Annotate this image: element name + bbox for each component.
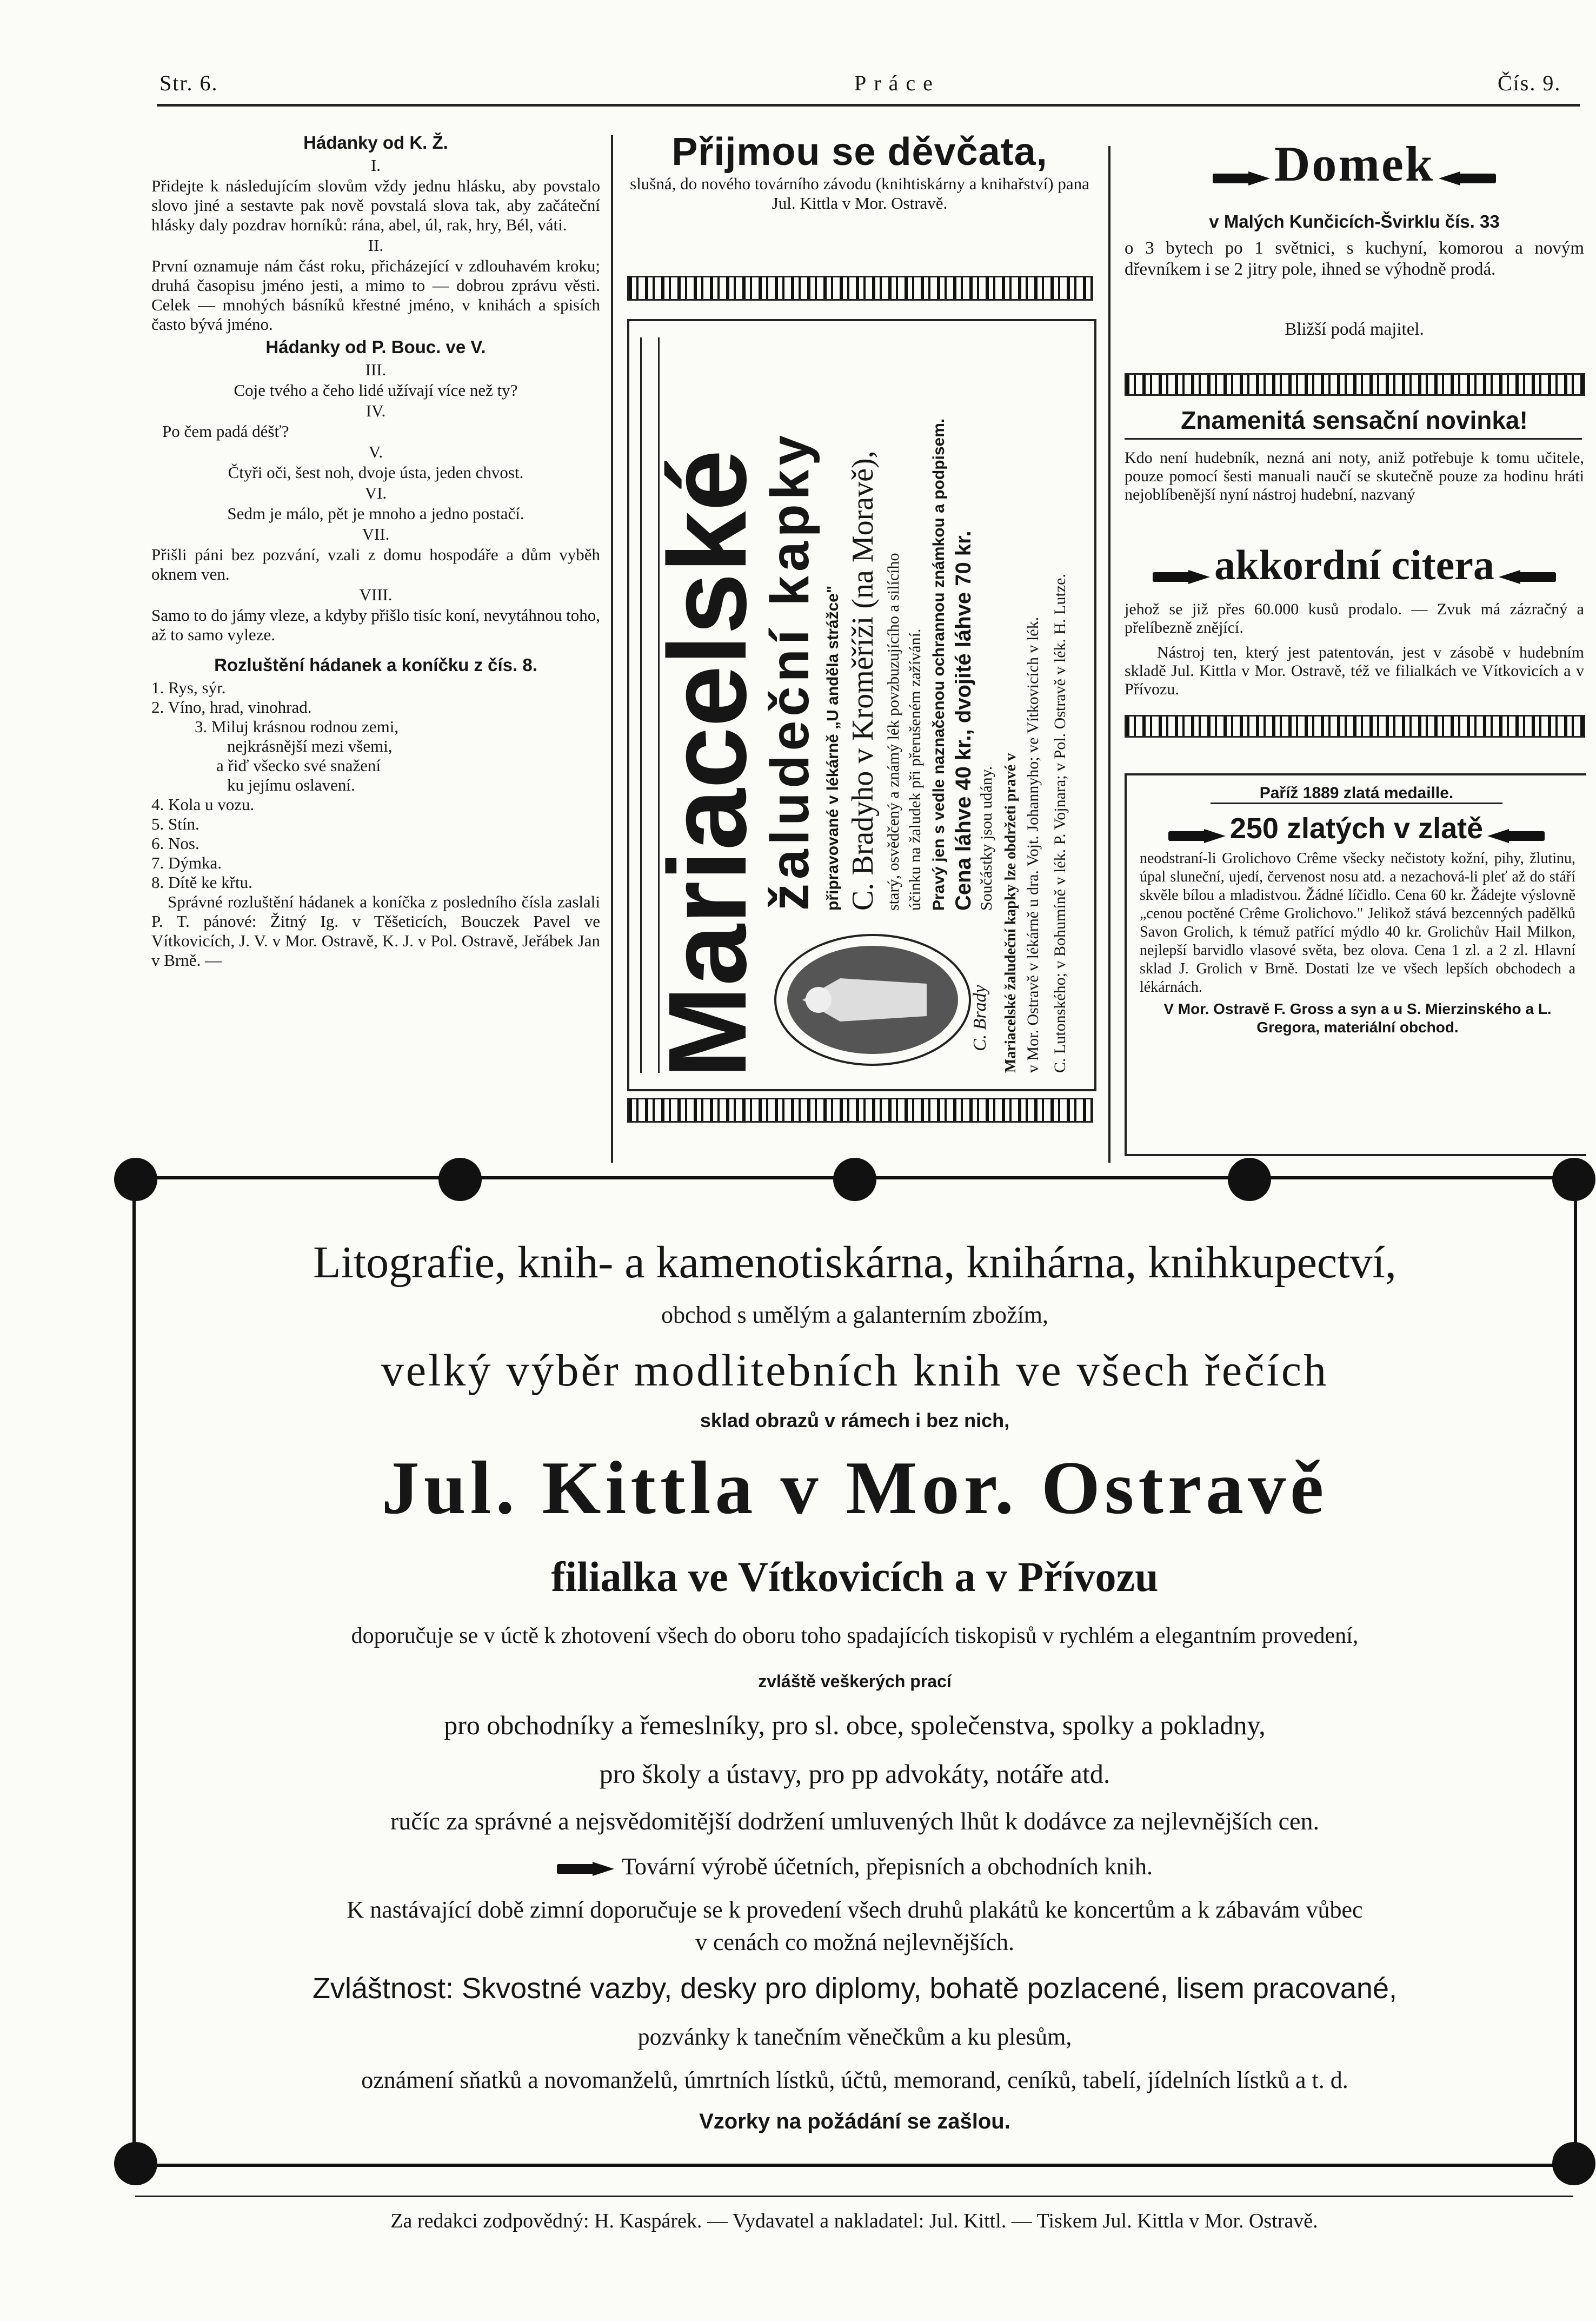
grolich-gold: 250 zlatých v zlatě bbox=[1229, 812, 1484, 845]
kittl-especially: zvláště veškerých prací bbox=[758, 1672, 952, 1691]
ad-price: Cena láhve 40 kr., dvojité láhve 70 kr. bbox=[952, 530, 975, 911]
girls-wanted-text: slušná, do nového továrního závodu (knihtiskárny a knihařství) pana Jul. Kittla v Mor. Ostravě. bbox=[630, 174, 1089, 213]
kittl-announcements: oznámení sňatků a novomanželů, úmrtních lístků, účtů, memorand, ceníků, tabelí, jídelních lístků a t. d. bbox=[361, 2067, 1348, 2093]
roman-6: VI. bbox=[364, 483, 387, 502]
grolich-medal: Paříž 1889 zlatá medaille. bbox=[1211, 784, 1502, 804]
domek-title: Domek bbox=[1274, 136, 1435, 191]
ornament-border-right-2 bbox=[1125, 715, 1585, 738]
domek-address: v Malých Kunčicích-Švirklu čís. 33 bbox=[1209, 211, 1500, 231]
roman-7: VII. bbox=[362, 525, 390, 543]
grolich-text: neodstraní-li Grolichovo Crême všecky nečistoty kožní, pihy, žlutinu, úpal sluneční, ujedí, červenost nosu atd. a nezachová-li pleť až do stáří skvěle bílou a mladistvou. Žádné líčidlo. Cena 60 kr. Žádejte výslovně „cenou poctěné Crême Grolichovo." Jelikož stává bezcenných padělků Savon Grolich, k témuž patřící mýdlo 40 kr. Grolichův Hail Milkon, nejlepší barvidlo vlasové světa, bez olova. Cena 1 zl. a 2 zl. Hlavní sklad J. Grolich v Brně. Dostati lze ve všech lepších obchodech a lékárnách. bbox=[1140, 850, 1575, 996]
mariacelske-ad bbox=[627, 319, 1096, 1091]
kittl-offer: doporučuje se v úctě k zhotovení všech do oboru toho spadajících tiskopisů v rychlém a elegantním provedení, bbox=[351, 1623, 1359, 1648]
kittl-clients-2: pro školy a ústavy, pro pp advokáty, notáře atd. bbox=[599, 1759, 1110, 1789]
pointing-hand-icon bbox=[1213, 169, 1272, 188]
solution-1: 1. Rys, sýr. bbox=[151, 678, 226, 697]
solution-5: 5. Stín. bbox=[151, 814, 200, 833]
riddle-5: Čtyři oči, šest noh, dvoje ústa, jeden chvost. bbox=[228, 463, 524, 482]
rotated-ad-content bbox=[629, 321, 1094, 1089]
page-number: Str. 6. bbox=[159, 71, 218, 95]
riddles-title-1: Hádanky od K. Ž. bbox=[303, 132, 448, 152]
roman-4: IV. bbox=[365, 401, 386, 420]
kittl-prayerbooks: velký výběr modlitebních knih ve všech řečích bbox=[381, 1345, 1329, 1396]
riddle-2: První oznamuje nám část roku, přicházející v zdlouhavém kroku; druhá časopisu jméno jesti, a mimo to — dobrou zprávu věsti. Celek — mnohých básníků křestné jméno, v knihách a spisích často bývá jméno. bbox=[151, 256, 600, 334]
ad-desc-1: starý, osvědčený a známý lék povzbuzujícího a silícího bbox=[885, 553, 902, 911]
roman-2: II. bbox=[368, 236, 384, 255]
kittl-samples: Vzorky na požádání se zašlou. bbox=[699, 2110, 1010, 2133]
citera-stock: Nástroj ten, který jest patentován, jest v zásobě v hudebním skladě Jul. Kittla v Mor. Ostravě, též ve filialkách ve Vítkovicích a v Přívozu. bbox=[1125, 644, 1584, 698]
kittl-guarantee: ručíc za správné a nejsvědomitější dodržení umluvených lhůt k dodávce za nejlevnějších cen. bbox=[390, 1807, 1319, 1835]
solvers-list: Správné rozluštění hádanek a koníčka z posledního čísla zaslali P. T. pánové: Žitný Ig. v Těšeticích, Bouczek Pavel ve Vítkovicích, J. V. v Mor. Ostravě, K. J. v Pol. Ostravě, Jeřábek Jan v Brně. — bbox=[151, 892, 600, 970]
footer-rule bbox=[135, 2196, 1573, 2197]
citera-sales: jehož se již přes 60.000 kusů prodalo. — Zvuk má zázračný a přelíbezně znějící. bbox=[1125, 600, 1584, 636]
novinka-rule bbox=[1125, 438, 1582, 440]
kittl-services: Litografie, knih- a kamenotiskárna, knihárna, knihkupectví, bbox=[313, 1237, 1396, 1288]
header-rule bbox=[157, 104, 1580, 107]
column-rule-1 bbox=[611, 135, 613, 1163]
solution-6: 6. Nos. bbox=[151, 834, 200, 853]
issue-number: Čís. 9. bbox=[1498, 71, 1561, 95]
grolich-ostrava: V Mor. Ostravě F. Gross a syn a u S. Mierzinského a L. Gregora, materiální obchod. bbox=[1163, 1000, 1552, 1036]
riddle-3: Coje tvého a čeho lidé užívají více než ty? bbox=[234, 381, 518, 400]
ad-signature: C. Brady bbox=[970, 985, 990, 1051]
ad-available: Mariacelské žaludeční kapky lze obdržeti pravé v bbox=[1002, 753, 1019, 1073]
ad-parts: Součástky jsou udány. bbox=[977, 766, 995, 911]
domek-heading bbox=[1130, 135, 1579, 193]
girls-wanted-column bbox=[622, 130, 1098, 213]
riddles-column bbox=[151, 130, 600, 970]
imprint-footer: Za redakci zodpovědný: H. Kaspárek. — Vydavatel a nakladatel: Jul. Kittl. — Tiskem Jul. Kittla v Mor. Ostravě. bbox=[390, 2210, 1318, 2232]
pointing-hand-icon bbox=[1168, 827, 1228, 845]
riddle-4: Po čem padá déšť? bbox=[162, 422, 289, 441]
border-dot bbox=[438, 1158, 482, 1201]
citera-intro: Kdo není hudebník, nezná ani noty, aniž potřebuje k tomu učitele, pouze pomocí šesti manuali naučí se skutečně pouze za hodinu hráti nejoblíbenější nyní nástroj hudební, nazvaný bbox=[1125, 449, 1584, 503]
newspaper-title: Práce bbox=[854, 71, 940, 95]
novinka-title: Znamenitá sensační novinka! bbox=[1181, 406, 1528, 434]
domek-owner: Bližší podá majitel. bbox=[1285, 320, 1424, 339]
solution-3d: ku jejímu oslavení. bbox=[227, 775, 355, 794]
kittl-prices: v cenách co možná nejlevnějších. bbox=[695, 1929, 1015, 1955]
solution-7: 7. Dýmka. bbox=[151, 853, 222, 872]
roman-3: III. bbox=[365, 360, 387, 379]
grolich-ad bbox=[1125, 773, 1586, 1156]
border-dot bbox=[1228, 1158, 1271, 1201]
kittl-branches: filialka ve Vítkovicích a v Přívozu bbox=[551, 1553, 1159, 1600]
kittl-invitations: pozvánky k tanečním věnečkům a ku plesům, bbox=[637, 2024, 1072, 2050]
solutions-title: Rozluštění hádanek a koníčku z čís. 8. bbox=[214, 655, 537, 675]
kittl-posters: K nastávající době zimní doporučuje se k provedení všech druhů plakátů ke koncertům a k zábavám vůbec bbox=[347, 1896, 1363, 1923]
column-rule-2 bbox=[1108, 146, 1110, 1163]
corner-dot bbox=[1552, 2142, 1595, 2185]
kittl-pictures: sklad obrazů v rámech i bez nich, bbox=[700, 1409, 1010, 1431]
corner-dot bbox=[114, 2142, 157, 2185]
border-dot bbox=[833, 1158, 876, 1201]
citera-heading bbox=[1125, 541, 1584, 589]
girls-wanted-title: Přijmou se děvčata, bbox=[671, 130, 1048, 174]
riddles-title-2: Hádanky od P. Bouc. ve V. bbox=[265, 337, 486, 357]
kittl-firm-name: Jul. Kittla v Mor. Ostravě bbox=[381, 1446, 1328, 1530]
pointing-hand-icon bbox=[1485, 827, 1545, 845]
ad-pharmacy: připravované v lékárně „U anděla strážce" bbox=[824, 585, 842, 911]
riddle-8: Samo to do jámy vleze, a kdyby přišlo tisíc koní, nevytáhnou toho, až to samo vyleze. bbox=[151, 606, 600, 644]
solution-2: 2. Víno, hrad, vinohrad. bbox=[151, 698, 312, 717]
solution-4: 4. Kola u vozu. bbox=[151, 795, 255, 814]
madonna-trademark-image bbox=[764, 927, 992, 1073]
roman-5: V. bbox=[368, 442, 383, 461]
ad-trademark: Pravý jen s vedle naznačenou ochrannou známkou a podpisem. bbox=[930, 418, 948, 911]
pointing-hand-icon bbox=[1497, 568, 1556, 586]
ornament-border-bottom bbox=[627, 1098, 1093, 1123]
ad-shops-2: C. Lutonského; v Bohumíně v lék. P. Vojnara; v Pol. Ostravě v lék. H. Lutze. bbox=[1051, 574, 1069, 1073]
corner-dot bbox=[114, 1158, 157, 1201]
kittl-print-ad bbox=[132, 1176, 1577, 2167]
kittl-goods: obchod s umělým a galanterním zbožím, bbox=[661, 1302, 1049, 1328]
solution-3c: a řiď všecko své snažení bbox=[216, 756, 381, 775]
riddle-1: Přidejte k následujícím slovům vždy jednu hlásku, aby povstalo slovo jiné a sestavte pak nově povstalá slova tak, aby začáteční hlásky daly pozdrav horníků: rána, abel, úl, rak, hry, Bél, váti. bbox=[151, 176, 600, 234]
grolich-heading bbox=[1127, 812, 1586, 845]
citera-title: akkordní citera bbox=[1214, 541, 1494, 588]
ad-shops-1: v Mor. Ostravě v lékárně u dra. Vojt. Johannyho; ve Vítkovicích v lék. bbox=[1024, 616, 1042, 1073]
domek-text: o 3 bytech po 1 světnici, s kuchyní, komorou a novým dřevníkem i se 2 jitry pole, ihned se výhodně prodá. bbox=[1125, 238, 1584, 279]
pointing-hand-icon bbox=[1153, 568, 1212, 586]
ad-brady: C. Bradyho v Kroměříži (na Moravě), bbox=[846, 450, 880, 911]
ornament-border-top bbox=[627, 276, 1093, 301]
kittl-clients-1: pro obchodníky a řemeslníky, pro sl. obce, společenstva, spolky a pokladny, bbox=[444, 1710, 1266, 1740]
ad-desc-2: účinku na žaludek při přerušeném zažívání. bbox=[906, 628, 924, 911]
solution-3b: nejkrásnější mezi všemi, bbox=[227, 737, 393, 755]
solution-3a: 3. Miluj krásnou rodnou zemi, bbox=[195, 717, 399, 736]
solution-8: 8. Dítě ke křtu. bbox=[151, 873, 252, 892]
pointing-hand-icon bbox=[1437, 169, 1496, 188]
riddle-7: Přišli páni bez pozvání, vzali z domu hospodáře a dům vyběh oknem ven. bbox=[151, 545, 600, 583]
roman-8: VIII. bbox=[359, 585, 393, 604]
ad-title-2: žaludeční kapky bbox=[760, 431, 820, 911]
ornament-border-right-1 bbox=[1125, 373, 1585, 396]
corner-dot bbox=[1552, 1158, 1595, 1201]
riddle-6: Sedm je málo, pět je mnoho a jedno postačí. bbox=[227, 504, 524, 523]
kittl-account-books: Tovární výrobě účetních, přepisních a obchodních knih. bbox=[622, 1853, 1153, 1880]
kittl-books-line bbox=[136, 1853, 1574, 1880]
pointing-hand-icon bbox=[557, 1860, 616, 1878]
kittl-speciality: Zvláštnost: Skvostné vazby, desky pro diplomy, bohatě pozlacené, lisem pracované, bbox=[312, 1972, 1397, 2005]
ad-title-1: Mariacelské bbox=[646, 449, 769, 1078]
roman-1: I. bbox=[370, 156, 381, 175]
